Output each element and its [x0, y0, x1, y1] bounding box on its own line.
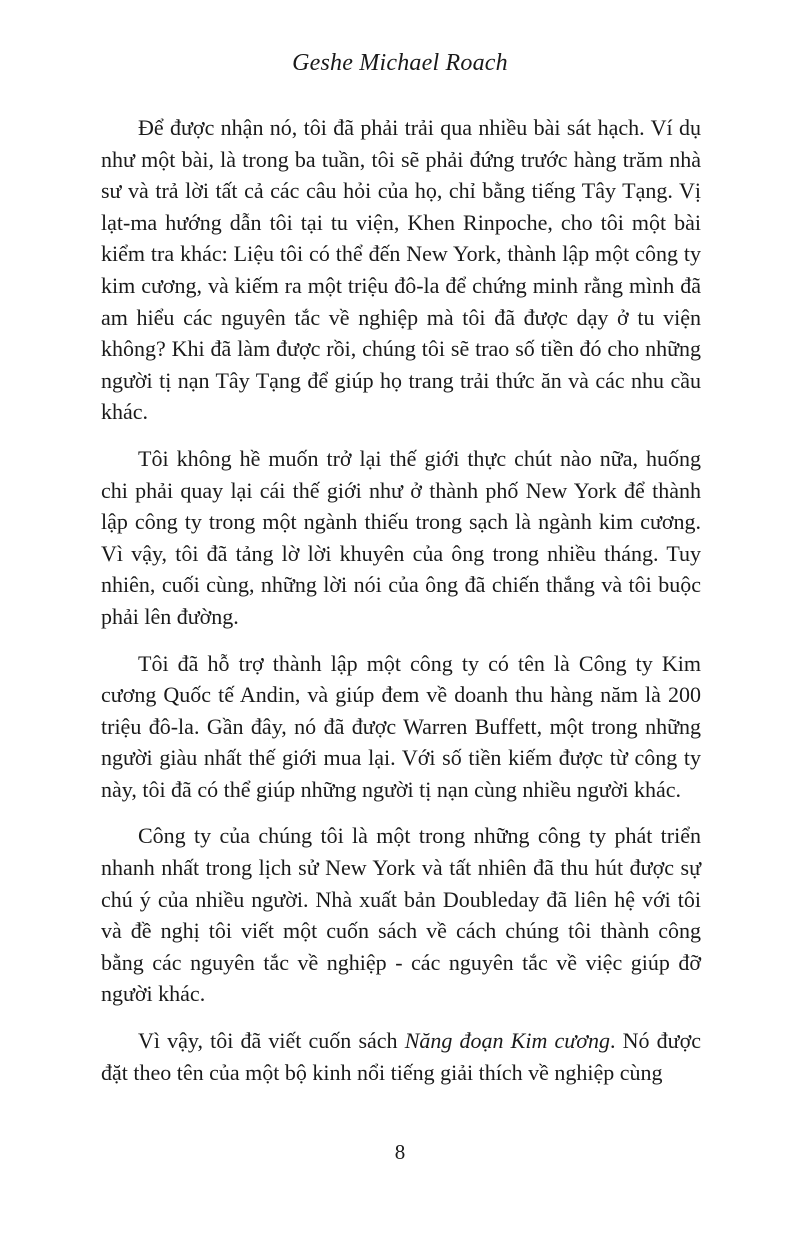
paragraph-2: Tôi không hề muốn trở lại thế giới thực chút nào nữa, huống chi phải quay lại cái thế giới như ở thành phố New York để thành lập công ty trong một ngành thiếu trong sạch là ngành kim cương. Vì vậy, tôi đã tảng lờ lời khuyên của ông trong nhiều tháng. Tuy nhiên, cuối cùng, những lời nói của ông đã chiến thắng và tôi buộc phải lên đường.: [101, 445, 701, 629]
paragraph-5-text-before: Vì vậy, tôi đã viết cuốn sách: [138, 1028, 405, 1054]
paragraph-5-text-after: . Nó được đặt theo tên của một bộ kinh nổi tiếng giải thích về nghiệp cùng: [101, 1028, 702, 1085]
page-number: 8: [394, 1140, 406, 1164]
paragraph-3: Tôi đã hỗ trợ thành lập một công ty có tên là Công ty Kim cương Quốc tế Andin, và giúp đem về doanh thu hàng năm là 200 triệu đô-la. Gần đây, nó đã được Warren Buffett, một trong những người giàu nhất thế giới mua lại. Với số tiền kiếm được từ công ty này, tôi đã có thể giúp những người tị nạn cùng nhiều người khác.: [101, 650, 701, 802]
paragraph-1: Để được nhận nó, tôi đã phải trải qua nhiều bài sát hạch. Ví dụ như một bài, là trong ba tuần, tôi sẽ phải đứng trước hàng trăm nhà sư và trả lời tất cả các câu hỏi của họ, chỉ bằng tiếng Tây Tạng. Vị lạt-ma hướng dẫn tôi tại tu viện, Khen Rinpoche, cho tôi một bài kiểm tra khác: Liệu tôi có thể đến New York, thành lập một công ty kim cương, và kiếm ra một triệu đô-la để chứng minh rằng mình đã am hiểu các nguyên tắc về nghiệp mà tôi đã được dạy ở tu viện không? Khi đã làm được rồi, chúng tôi sẽ trao số tiền đó cho những người tị nạn Tây Tạng để giúp họ trang trải thức ăn và các nhu cầu khác.: [101, 115, 701, 425]
paragraph-4: Công ty của chúng tôi là một trong những công ty phát triển nhanh nhất trong lịch sử New York và tất nhiên đã thu hút được sự chú ý của nhiều người. Nhà xuất bản Doubleday đã liên hệ với tôi và đề nghị tôi viết một cuốn sách về cách chúng tôi thành công bằng các nguyên tắc về nghiệp - các nguyên tắc về việc giúp đỡ người khác.: [101, 823, 701, 1007]
paragraph-5: [101, 1025, 701, 1088]
book-title: Năng đoạn Kim cương: [404, 1028, 610, 1054]
body-text: [101, 112, 701, 1088]
running-header: Geshe Michael Roach: [292, 50, 508, 76]
